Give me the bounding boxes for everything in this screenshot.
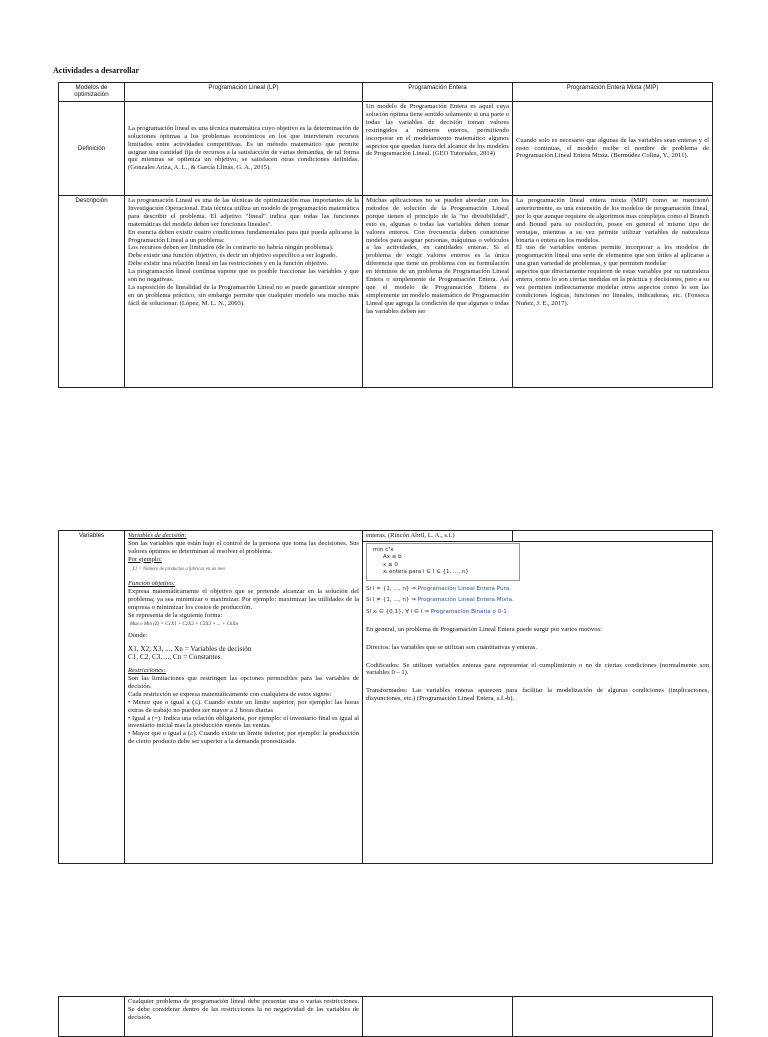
descripcion-mip: [513, 196, 713, 388]
mip-formula-line-3: x ≥ 0: [383, 561, 398, 568]
descripcion-lp-p1: La programación Lineal es una de las técnicas de optimización mas importantes de la Investigación Operacional. Esta técnica utiliza un modelo de programación matemática para describir el problema. El adjetivo "lineal" indica que todas las funciones matemáticas del modelo deben ser funciones lineales".: [128, 197, 359, 228]
descripcion-lp-p7: La suposición de linealidad de la Programación Lineal no se puede garantizar siempre en un problema práctico, sin embargo permite que cualquier modelo sea mucho más fácil de solucionar. (López, M. L. N., 2003).: [128, 283, 359, 307]
header-ip: Programación Entera: [363, 83, 513, 102]
definition-constants: C1, C2, C3, ..., Cn = Constantes: [128, 653, 221, 662]
formula-label: Se representa de la siguiente forma:: [128, 612, 223, 619]
descripcion-lp-p4: Debe existir una función objetivo, es decir un objetivo específico a ser logrado.: [128, 252, 338, 260]
mip-formula-line-4: xᵢ entera para i ∈ I ⊆ {1, ..., n}: [383, 569, 469, 576]
mip-formulation-box: [366, 543, 520, 581]
restriction-bullet-ge: • Mayor que o igual a (≥). Cuando existe un límite inferior, por ejemplo: la producción de cierto producto debe ser superior a la demanda pronosticada.: [128, 730, 359, 746]
descripcion-lp-p2: En esencia deben existir cuatro condiciones fundamentales para que pueda aplicarse la Programación Lineal a un problema:: [128, 228, 359, 244]
mip-paragraph-transformados: Transformados: Las variables enteras aparecen para facilitar la modelización de algunas condiciones (implicaciones, disyunciones, etc.) (Programación Lineal Entera, s.f.-b).: [366, 687, 709, 703]
bottom-lp: Cualquier problema de programación lineal debe presentar una o varias restricciones. Se debe considerar dentro de las restricciones la no negatividad de las variables de decisión.: [125, 997, 363, 1037]
restrictions-title: Restricciones:: [128, 667, 166, 675]
variables-mip-top-empty: [513, 531, 713, 542]
row-descripcion: [59, 196, 713, 388]
definicion-lp: La programación lineal es una técnica matemática cuyo objetivo es la determinación de soluciones óptimas a los problemas económicos en los que intervienen recursos limitados entre actividades competitivas. Es un método matemático que permite asignar una cantidad fija de recursos a la satisfacción de varias demandas, de tal forma que mientras se optimiza un objetivo, se satisfacen otras condiciones definidas. (Gonzales Ariza, A. L., & García Llinás, G. A., 2015).: [125, 102, 363, 196]
donde-label: Donde:: [128, 631, 148, 639]
header-models: Modelos de optimización: [59, 83, 125, 102]
mip-case-pure: Si I = {1, ..., n} ⇒ Programación Lineal Entera Pura.: [366, 585, 512, 592]
decision-variables-text: Son las variables que están bajo el control de la persona que toma las decisiones. Sus valores óptimos se determinan al resolver el problema.: [128, 539, 359, 555]
descripcion-mip-p1: La programación lineal entera mixta (MIP) como se mencionó anteriormente, es una extensión de los modelos de programación lineal, por lo que aunque requiere de algoritmos mas complejos como el Branch and Bound para su resolución, posee en general el mismo tipo de ventajas, mientras a su vez permite utilizar variables de naturaleza binaria o entera en los modelos.: [516, 197, 709, 244]
descripcion-mip-p3: aspectos que directamente requieren de estas variables por su naturaleza entera, como lo son ciertas medidas en la práctica y decisiones, pero a su vez permiten indirectamente modelar otros aspectos como lo son las condiciones lógicas, funciones no lineales, indicadoras, etc. (Fonseca Nuñez, J. E., 2017).: [516, 268, 709, 307]
definicion-ip: Un modelo de Programación Entera es aquel cuya solución óptima tiene sentido solamente si una parte o todas las variables de decisión toman valores restringidos a números enteros, permitiendo incorporar en el modelamiento matemático algunos aspectos que quedan fuera del alcance de los modelos de Programación Lineal. (GEO Tutoriales, 2014): [363, 102, 513, 196]
descripcion-lp-p5: Debe existir una relación lineal en las restricciones y en la función objetivo.: [128, 260, 329, 268]
page3-label-empty: [59, 997, 125, 1037]
descripcion-lp-p3: Los recursos deben ser limitados (de lo contrario no habría ningún problema).: [128, 244, 334, 252]
row-definicion: [59, 102, 713, 196]
descripcion-ip: Muchas aplicaciones no se pueden abordar con los métodos de solución de la Programación Lineal porque tienen el principio de la "no divisibilidad", esto es, algunas o todas las variables deben tomar valores enteros. Con frecuencia deben construirse modelos para asignar personas, máquinas o vehículos a las actividades, en cantidades enteras. Si el problema de exigir valores enteros es la única diferencia que tiene un problema con su formulación en términos de un problema de Programación Lineal Entera o simplemente de Programación Entera. Así que el modelo de Programación Entera es simplemente un modelo matemático de Programación Lineal que agrega la condición de que algunas o todas las variables deben ser: [363, 196, 513, 388]
page-heading: Actividades a desarrollar: [53, 66, 140, 75]
mip-case-mixed: Si I ≠ {1, ..., n} ⇒ Programación Lineal Entera Mixta.: [366, 597, 514, 604]
restrictions-text: Son las limitaciones que restringen las opciones permisibles para las variables de decisión.: [128, 675, 359, 690]
descripcion-mip-p2: El uso de variables enteras permite incorporar a los modelos de programación lineal una serie de elementos que son útiles al aplicarse a una gran variedad de problemas, y que permiten modelar: [516, 244, 709, 268]
restriction-bullet-eq: • Igual a (=). Indica una relación obligatoria, por ejemplo: el inventario final es igual al inventario inicial mas la producción menos las ventas.: [128, 714, 359, 730]
example-note: X1 = Número de productos a fabricar en un mes: [132, 566, 226, 572]
example-label: Por ejemplo:: [128, 555, 162, 563]
definition-variables: X1, X2, X3, ..., Xn = Variables de decisión: [128, 644, 252, 653]
mip-case-binary: Si xᵢ ∈ {0,1}, ∀ i ∈ I ⇒ Programación Binaria o 0-1.: [366, 609, 509, 615]
table-header-row: [59, 83, 713, 102]
page3-mip-empty: [513, 997, 713, 1037]
restrictions-text-2: Cada restricción se expresa matemáticamente con cualquiera de estos signos:: [128, 690, 332, 698]
row-restrictions-continued: [59, 997, 713, 1037]
definicion-mip: Cuando solo es necesario que algunas de las variables sean enteras y el resto continuas, el modelo recibe el nombre de problema de Programación Lineal Entera Mixta. (Bermúdez Colina, Y., 2011).: [513, 102, 713, 196]
label-variables: Variables: [59, 531, 125, 864]
variables-lp: [125, 531, 363, 864]
mip-formula-line-2: Ax ≤ b: [383, 554, 402, 561]
objective-function-text: Expresa matemáticamente el objetivo que se pretende alcanzar en la solución del problema; ya sea minimizar o maximizar. Por ejemplo: maximizar las utilidades de la empresa o minimizar los costos de producción.: [128, 588, 359, 612]
objective-formula: Max o Min (Z) = C1X1 + C2X2 + C3X3 + ... + CnXn: [130, 621, 238, 627]
descripcion-lp: [125, 196, 363, 388]
page3-ip-empty: [363, 997, 513, 1037]
comparison-table-page2: [58, 530, 713, 864]
mip-paragraph-motivos: En general, un problema de Programación Lineal Entera puede surgir por varios motivos:: [366, 625, 602, 633]
comparison-table-page1: [58, 82, 713, 388]
decision-variables-title: Variables de decisión:: [128, 532, 187, 539]
mip-paragraph-directos: Directos: las variables que se utilizan son cuantitativas y enteras.: [366, 643, 538, 651]
label-descripcion: Descripción: [59, 196, 125, 388]
row-variables-continued: [59, 531, 713, 542]
restriction-bullet-le: • Menor que o igual a (≤). Cuando existe un límite superior, por ejemplo: las horas extras de trabajo no pueden ser mayor a 2 horas diarias: [128, 698, 359, 714]
objective-function-title: Función objetivo:: [128, 580, 176, 588]
comparison-table-page3: [58, 996, 713, 1037]
variables-ip-continued: enteras. (Rincón Abril, L. A., s.f.): [363, 531, 513, 542]
descripcion-lp-p6: La programación lineal continua supone que es posible fraccionar las variables y que son no negativas.: [128, 268, 359, 284]
mip-paragraph-codificados: Codificados: Se utilizan variables enteras para representar el cumplimiento o no de ciertas condiciones (normalmente son variables 0 – 1).: [366, 661, 709, 677]
label-definicion: Definición: [59, 102, 125, 196]
variables-ip-mip: [363, 541, 713, 863]
mip-formula-line-1: min cᵀx: [373, 546, 394, 553]
header-mip: Programación Entera Mixta (MIP): [513, 83, 713, 102]
header-lp: Programación Lineal (LP): [125, 83, 363, 102]
